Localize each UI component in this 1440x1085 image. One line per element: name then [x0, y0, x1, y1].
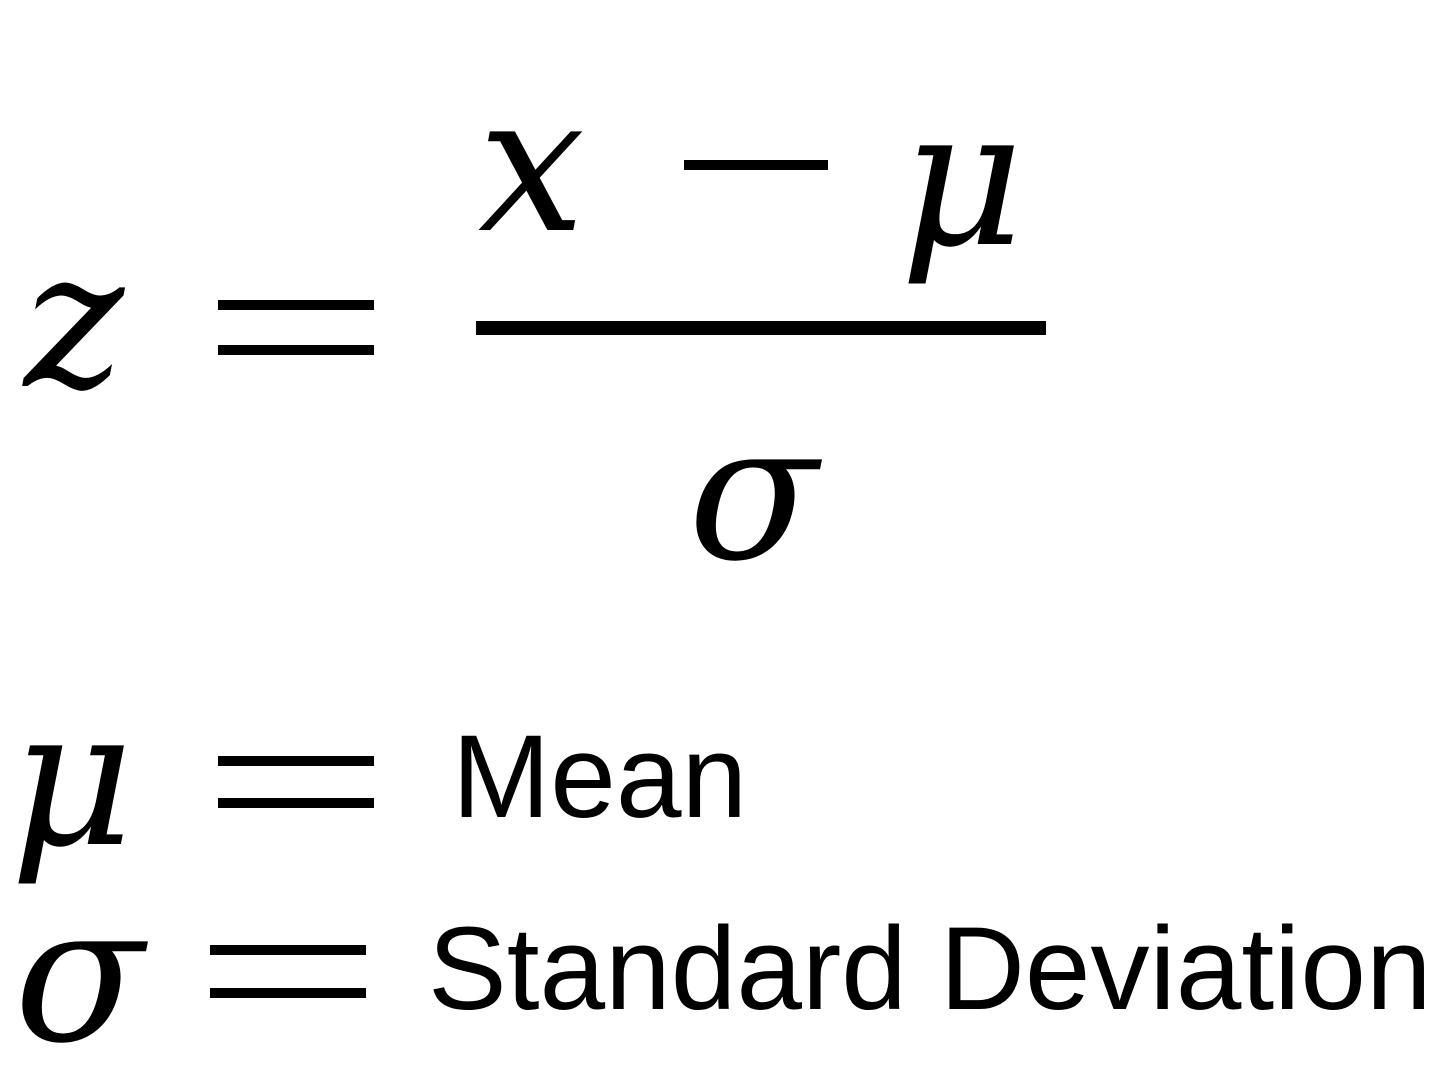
formula-denominator-sigma: σ	[688, 382, 818, 603]
formula-fraction-bar	[476, 321, 1046, 335]
definition-symbol-sigma: σ	[14, 864, 144, 1085]
definition-symbol-mu: μ	[10, 668, 134, 889]
formula-numerator-variable: x	[478, 54, 586, 275]
formula-numerator-mean: μ	[900, 68, 1024, 289]
definition-label-mean: Mean	[452, 711, 748, 843]
formula-lhs-variable: z	[24, 210, 125, 431]
definition-label-standard-deviation: Standard Deviation	[428, 903, 1432, 1035]
formula-minus-sign	[684, 160, 828, 170]
